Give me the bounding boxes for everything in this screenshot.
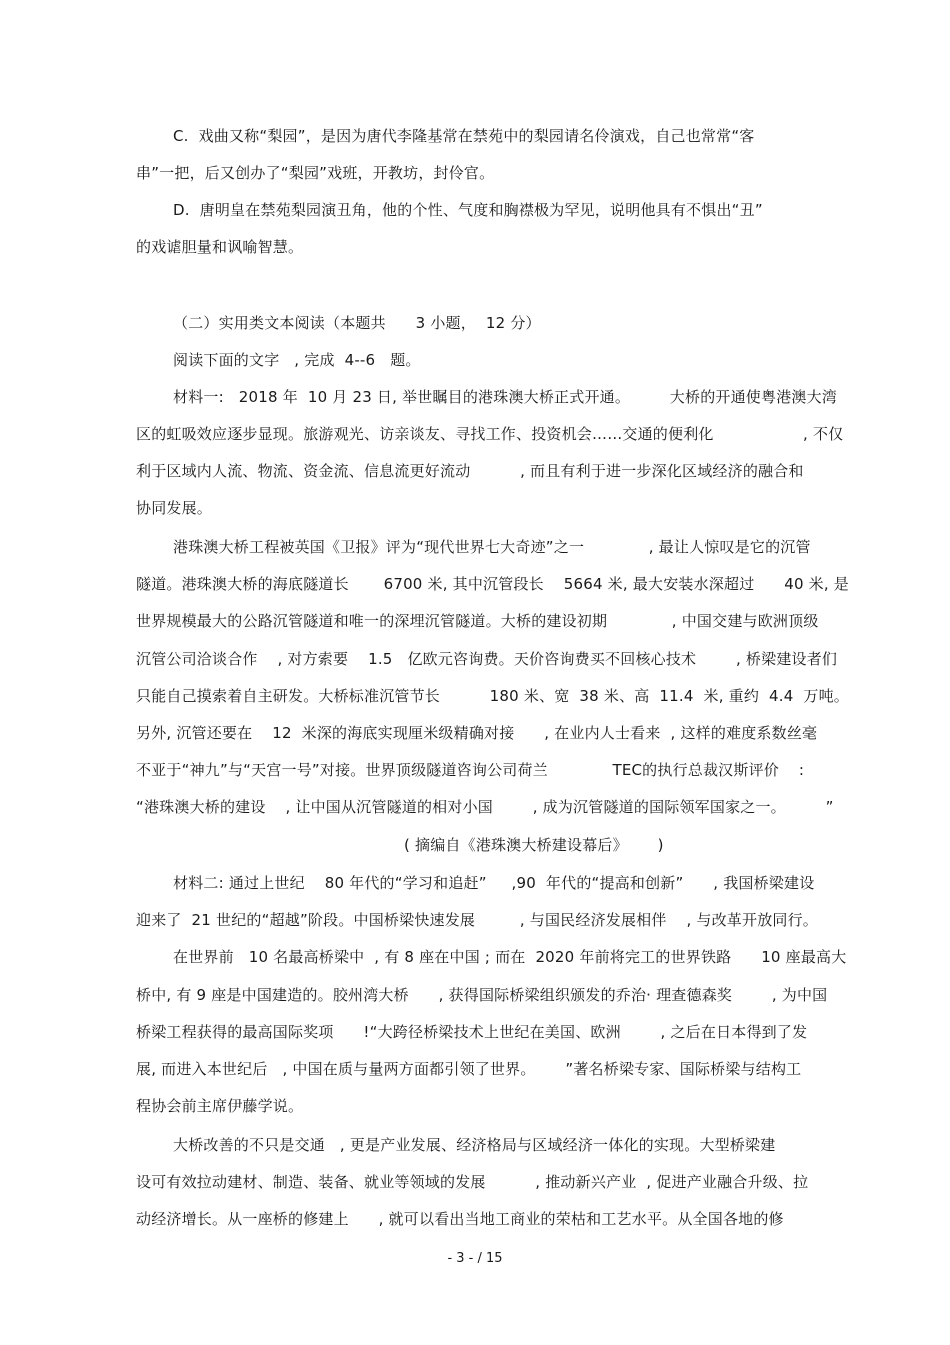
material-1-paragraph-2: “港珠澳大桥的建设 , 让中国从沉管隧道的相对小国 , 成为沉管隧道的国际领军国家之一。 ” <box>136 798 834 816</box>
material-1-paragraph-2: 不亚于“神九”与“天宫一号”对接。世界顶级隧道咨询公司荷兰 TEC的执行总裁汉斯评价 : <box>136 761 805 779</box>
material-1-line: 材料一: 2018 年 10 月 23 日, 举世瞩目的港珠澳大桥正式开通。 大桥的开通使粤港澳大湾 <box>173 388 837 406</box>
material-2-line: 材料二: 通过上世纪 80 年代的“学习和追赶” ,90 年代的“提高和创新” , 我国桥梁建设 <box>173 874 815 892</box>
material-2-line: 迎来了 21 世纪的“超越”阶段。中国桥梁快速发展 , 与国民经济发展相伴 , 与改革开放同行。 <box>136 911 818 929</box>
material-1-paragraph-2: 港珠澳大桥工程被英国《卫报》评为“现代世界七大奇迹”之一 , 最让人惊叹是它的沉管 <box>173 538 811 556</box>
option-c-line-2: 串”一把，后又创办了“梨园”戏班，开教坊，封伶官。 <box>136 164 495 182</box>
material-1-line: 协同发展。 <box>136 499 213 517</box>
material-1-line: 区的虹吸效应逐步显现。旅游观光、访亲谈友、寻找工作、投资机会……交通的便利化 , 不仅 <box>136 425 844 443</box>
material-1-paragraph-2: 另外, 沉管还要在 12 米深的海底实现厘米级精确对接 , 在业内人士看来 , 这样的难度系数丝毫 <box>136 724 818 742</box>
material-1-paragraph-2: 隧道。港珠澳大桥的海底隧道长 6700 米, 其中沉管段长 5664 米, 最大安装水深超过 40 米, 是 <box>136 575 850 593</box>
page-number: - 3 - / 15 <box>447 1251 503 1266</box>
section-heading: （二）实用类文本阅读（本题共 3 小题， 12 分） <box>173 314 541 332</box>
material-2-paragraph-3: 大桥改善的不只是交通 , 更是产业发展、经济格局与区域经济一体化的实现。大型桥梁建 <box>173 1136 776 1154</box>
material-1-paragraph-2: 世界规模最大的公路沉管隧道和唯一的深埋沉管隧道。大桥的建设初期 , 中国交建与欧洲顶级 <box>136 612 819 630</box>
option-d-line-2: 的戏谑胆量和讽喻智慧。 <box>136 238 304 256</box>
material-2-paragraph-3: 动经济增长。从一座桥的修建上 , 就可以看出当地工商业的荣枯和工艺水平。从全国各地的修 <box>136 1210 784 1228</box>
material-2-paragraph-2: 展, 而进入本世纪后 , 中国在质与量两方面都引领了世界。 ”著名桥梁专家、国际桥梁与结构工 <box>136 1060 802 1078</box>
material-2-paragraph-2: 桥梁工程获得的最高国际奖项 !“大跨径桥梁技术上世纪在美国、欧洲 , 之后在日本得到了发 <box>136 1023 808 1041</box>
instruction: 阅读下面的文字 , 完成 4--6 题。 <box>173 351 421 369</box>
material-2-paragraph-3: 设可有效拉动建材、制造、装备、就业等领域的发展 , 推动新兴产业 , 促进产业融合升级、拉 <box>136 1173 809 1191</box>
source-citation: ( 摘编自《港珠澳大桥建设幕后》 ) <box>404 836 664 854</box>
material-2-paragraph-2: 桥中, 有 9 座是中国建造的。胶州湾大桥 , 获得国际桥梁组织颁发的乔治· 理查德森奖 , 为中国 <box>136 986 828 1004</box>
material-1-paragraph-2: 只能自己摸索着自主研发。大桥标准沉管节长 180 米、宽 38 米、高 11.4 米, 重约 4.4 万吨。 <box>136 687 850 705</box>
option-d-line-1: D. 唐明皇在禁苑梨园演丑角，他的个性、气度和胸襟极为罕见，说明他具有不惧出“丑” <box>173 201 763 219</box>
material-2-paragraph-2: 在世界前 10 名最高桥梁中 , 有 8 座在中国 ; 而在 2020 年前将完工的世界铁路 10 座最高大 <box>173 948 847 966</box>
material-2-paragraph-2: 程协会前主席伊藤学说。 <box>136 1097 304 1115</box>
option-c-line-1: C. 戏曲又称“梨园”，是因为唐代李隆基常在禁苑中的梨园请名伶演戏，自己也常常“客 <box>173 127 755 145</box>
material-1-line: 利于区域内人流、物流、资金流、信息流更好流动 , 而且有利于进一步深化区域经济的融合和 <box>136 462 804 480</box>
material-1-paragraph-2: 沉管公司洽谈合作 , 对方索要 1.5 亿欧元咨询费。天价咨询费买不回核心技术 , 桥梁建设者们 <box>136 650 838 668</box>
